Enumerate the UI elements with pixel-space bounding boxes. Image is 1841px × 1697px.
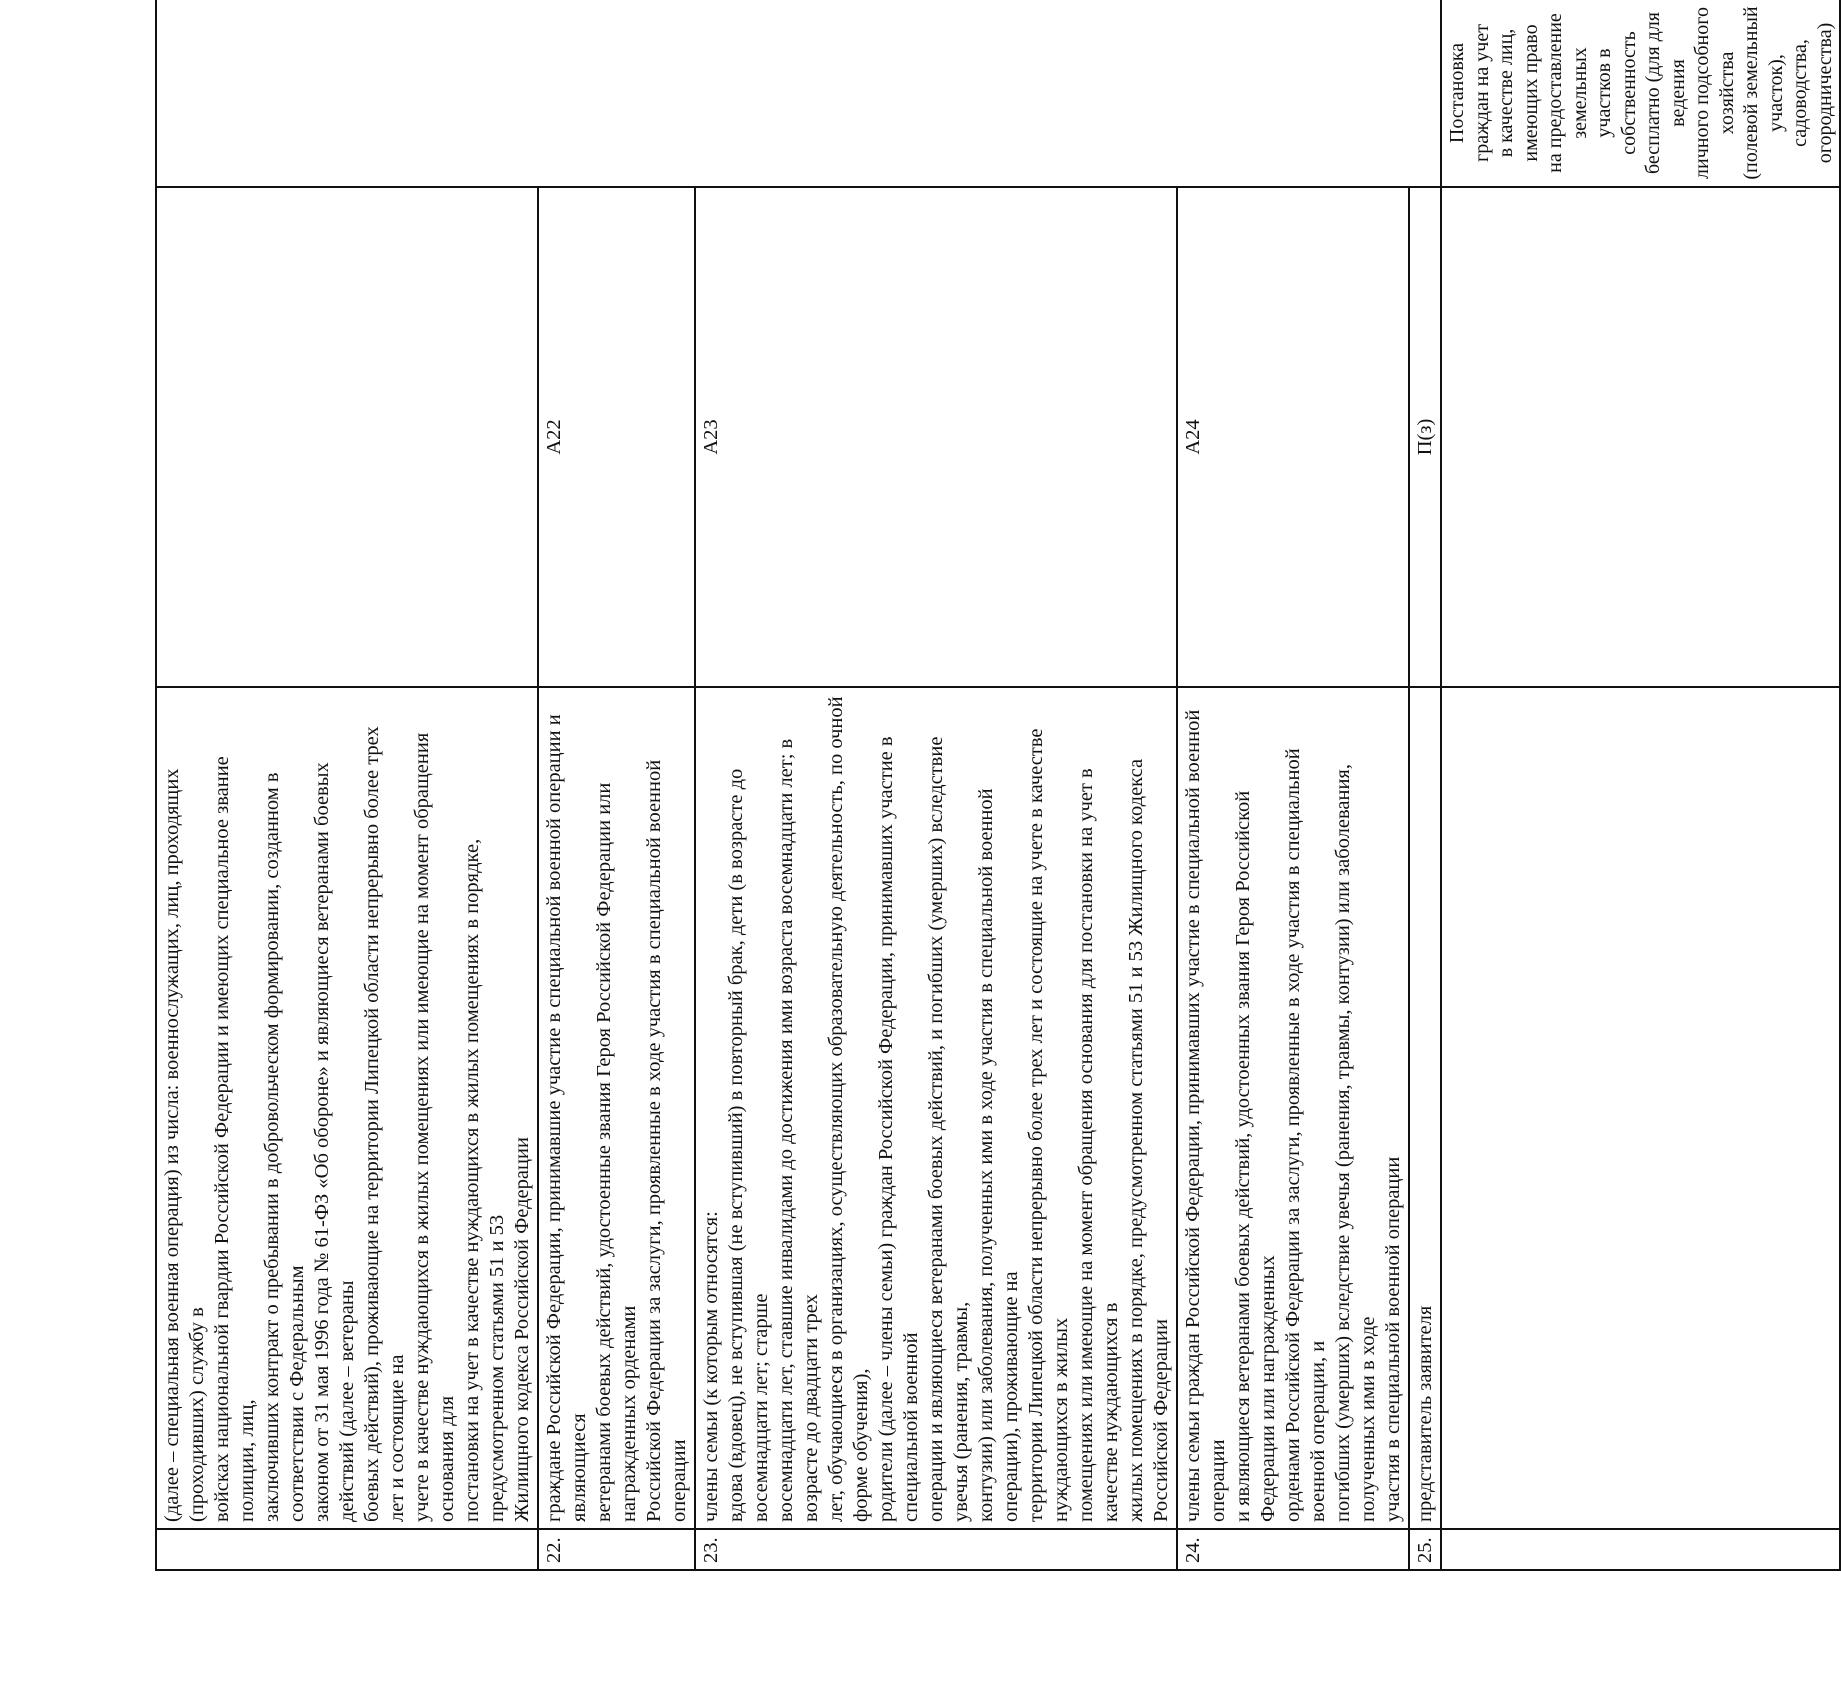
- row-number: 25.: [1409, 1529, 1441, 1570]
- applicant-category-text: члены семьи граждан Российской Федерации, принимавших участие в специальной военной операции и являющиеся ветеранами боевых действий, удостоенных звания Героя Российской Федерации или награжденных орденами Российской Федерации за заслуги, проявленные в ходе участия в специальной военной операции, и погибших (умерших) вследствие увечья (ранения, травмы, контузии) или заболевания, полученных ими в ходе участия в специальной военной операции: [1177, 687, 1409, 1529]
- table-row: [1409, 0, 1441, 1570]
- service-column-empty: [156, 0, 1441, 187]
- row-number: 22.: [538, 1529, 695, 1570]
- category-code: П(з): [1409, 187, 1441, 687]
- row-number: 24.: [1177, 1529, 1409, 1570]
- applicant-category-text: члены семьи (к которым относятся: вдова (вдовец), не вступившая (не вступивший) в повторный брак, дети (в возрасте до восемнадцати лет; старше восемнадцати лет, ставшие инвалидами до достижения ими возраста восемнадцати лет; в возрасте до двадцати трех лет, обучающиеся в организациях, осуществляющих образовательную деятельность, по очной форме обучения), родители (далее – члены семьи) граждан Российской Федерации, принимавших участие в специальной военной операции и являющиеся ветеранами боевых действий, и погибших (умерших) вследствие увечья (ранения, травмы, контузии) или заболевания, полученных ими в ходе участия в специальной военной операции), проживающие на территории Липецкой области непрерывно более трех лет и состоящие на учете в качестве нуждающихся в жилых помещениях или имеющие на момент обращения основания для постановки на учет в качестве нуждающихся в жилых помещениях в порядке, предусмотренном статьями 51 и 53 Жилищного кодекса Российской Федерации: [695, 687, 1177, 1529]
- table-row: [1441, 0, 1840, 1570]
- empty-cell: [1441, 1529, 1840, 1570]
- table-row: [156, 0, 538, 1570]
- table-row: [695, 0, 1177, 1570]
- category-code: [156, 187, 538, 687]
- empty-cell: [1441, 187, 1840, 687]
- empty-cell: [1441, 687, 1840, 1529]
- applicant-category-text: представитель заявителя: [1409, 687, 1441, 1529]
- applicant-category-text: граждане Российской Федерации, принимавшие участие в специальной военной операции и являющиеся ветеранами боевых действий, удостоенные звания Героя Российской Федерации или награжденных орденами Российской Федерации за заслуги, проявленные в ходе участия в специальной военной операции: [538, 687, 695, 1529]
- table-row: [1177, 0, 1409, 1570]
- category-code: А23: [695, 187, 1177, 687]
- service-description: Постановка граждан на учет в качестве лиц, имеющих право на предоставление земельных участков в собственность бесплатно (для для ведения личного подсобного хозяйства (полевой земельный участок), садоводства, огородничества): [1441, 0, 1840, 187]
- row-number: [156, 1529, 538, 1570]
- row-number: 23.: [695, 1529, 1177, 1570]
- applicant-category-text: (далее – специальная военная операция) из числа: военнослужащих, лиц, проходящих (проходивших) службу в войсках национальной гвардии Российской Федерации и имеющих специальное звание полиции, лиц, заключивших контракт о пребывании в добровольческом формировании, созданном в соответствии с Федеральным законом от 31 мая 1996 года № 61-ФЗ «Об обороне» и являющиеся ветеранами боевых действий (далее – ветераны боевых действий), проживающие на территории Липецкой области непрерывно более трех лет и состоящие на учете в качестве нуждающихся в жилых помещениях или имеющие на момент обращения основания для постановки на учет в качестве нуждающихся в жилых помещениях в порядке, предусмотренном статьями 51 и 53 Жилищного кодекса Российской Федерации: [156, 687, 538, 1529]
- category-code: А22: [538, 187, 695, 687]
- table-row: [538, 0, 695, 1570]
- document-table: [155, 0, 1841, 1571]
- category-code: А24: [1177, 187, 1409, 687]
